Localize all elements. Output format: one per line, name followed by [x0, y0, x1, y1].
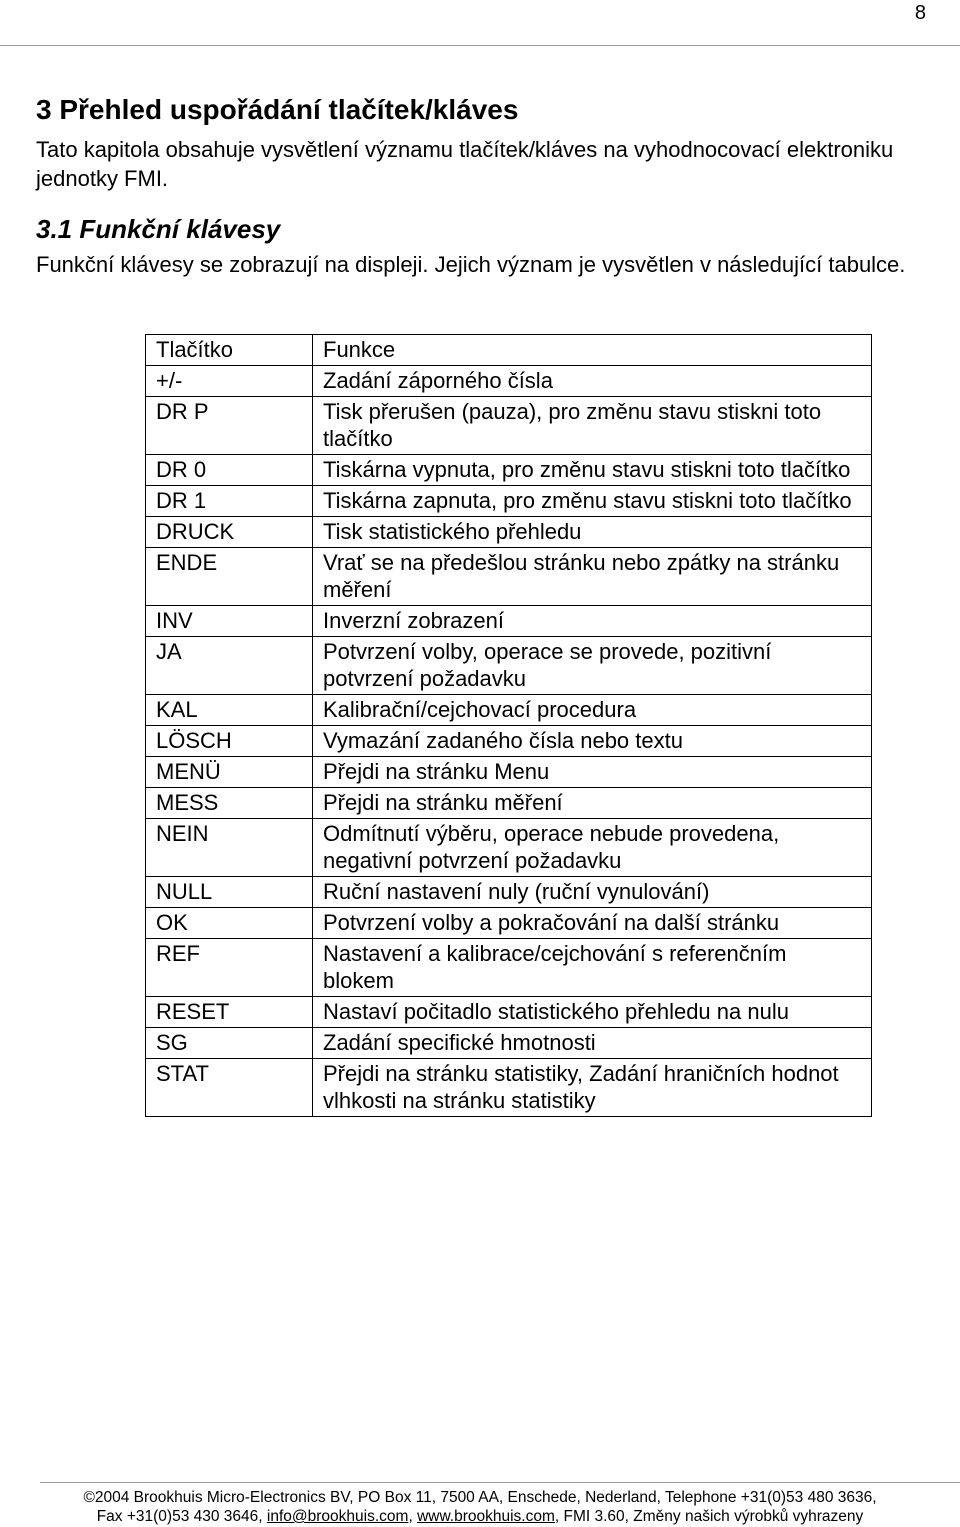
key-function-cell: Tisk statistického přehledu: [313, 517, 872, 548]
table-row: [146, 1059, 872, 1117]
key-function-cell: Zadání specifické hmotnosti: [313, 1028, 872, 1059]
page-number: 8: [914, 2, 926, 24]
footer-fax: Fax +31(0)53 430 3646,: [96, 1508, 267, 1525]
table-row: [146, 939, 872, 997]
subsection-heading: 3.1 Funkční klávesy: [36, 214, 281, 244]
table-row: [146, 455, 872, 486]
function-keys-table-body: [146, 335, 872, 1117]
table-row: [146, 548, 872, 606]
table-header-row: [146, 335, 872, 366]
key-function-cell: Ruční nastavení nuly (ruční vynulování): [313, 877, 872, 908]
table-row: [146, 637, 872, 695]
key-function-cell: Přejdi na stránku Menu: [313, 757, 872, 788]
key-function-cell: Inverzní zobrazení: [313, 606, 872, 637]
key-function-cell: Tisk přerušen (pauza), pro změnu stavu stiskni toto tlačítko: [313, 397, 872, 455]
key-function-cell: Tiskárna zapnuta, pro změnu stavu stiskni toto tlačítko: [313, 486, 872, 517]
key-name-cell: MESS: [146, 788, 313, 819]
key-function-cell: Kalibrační/cejchovací procedura: [313, 695, 872, 726]
footer-line-2: [0, 1507, 960, 1526]
key-name-cell: INV: [146, 606, 313, 637]
key-function-cell: Nastaví počitadlo statistického přehledu na nulu: [313, 997, 872, 1028]
key-name-cell: RESET: [146, 997, 313, 1028]
header-key: Tlačítko: [146, 335, 313, 366]
section-intro: Tato kapitola obsahuje vysvětlení významu tlačítek/kláves na vyhodnocovací elektroniku jednotky FMI.: [36, 137, 894, 191]
table-row: [146, 366, 872, 397]
table-row: [146, 997, 872, 1028]
footer: [0, 1488, 960, 1526]
key-name-cell: JA: [146, 637, 313, 695]
function-keys-table: [145, 334, 872, 1117]
key-function-cell: Přejdi na stránku statistiky, Zadání hraničních hodnot vlhkosti na stránku statistiky: [313, 1059, 872, 1117]
table-row: [146, 517, 872, 548]
table-row: [146, 788, 872, 819]
key-name-cell: KAL: [146, 695, 313, 726]
footer-website-link[interactable]: www.brookhuis.com: [417, 1508, 555, 1525]
key-name-cell: REF: [146, 939, 313, 997]
key-function-cell: Vrať se na předešlou stránku nebo zpátky na stránku měření: [313, 548, 872, 606]
key-name-cell: MENÜ: [146, 757, 313, 788]
table-row: [146, 908, 872, 939]
key-function-cell: Odmítnutí výběru, operace nebude provedena, negativní potvrzení požadavku: [313, 819, 872, 877]
table-row: [146, 397, 872, 455]
footer-divider: [40, 1482, 960, 1483]
key-name-cell: DR 1: [146, 486, 313, 517]
footer-line-1: ©2004 Brookhuis Micro-Electronics BV, PO Box 11, 7500 AA, Enschede, Nederland, Telephone +31(0)53 480 3636,: [83, 1489, 877, 1506]
key-name-cell: SG: [146, 1028, 313, 1059]
key-function-cell: Nastavení a kalibrace/cejchování s referenčním blokem: [313, 939, 872, 997]
key-name-cell: DR P: [146, 397, 313, 455]
header-function: Funkce: [313, 335, 872, 366]
table-row: [146, 726, 872, 757]
table-row: [146, 695, 872, 726]
key-function-cell: Vymazání zadaného čísla nebo textu: [313, 726, 872, 757]
key-name-cell: ENDE: [146, 548, 313, 606]
key-name-cell: DRUCK: [146, 517, 313, 548]
key-function-cell: Přejdi na stránku měření: [313, 788, 872, 819]
section-heading: 3 Přehled uspořádání tlačítek/kláves: [36, 94, 519, 125]
footer-separator: ,: [408, 1508, 418, 1525]
table-row: [146, 486, 872, 517]
key-name-cell: STAT: [146, 1059, 313, 1117]
key-name-cell: LÖSCH: [146, 726, 313, 757]
header-divider: [0, 45, 960, 46]
footer-tail: , FMI 3.60, Změny našich výrobků vyhrazeny: [554, 1508, 864, 1525]
footer-email-link[interactable]: info@brookhuis.com: [266, 1508, 409, 1525]
key-function-cell: Potvrzení volby, operace se provede, pozitivní potvrzení požadavku: [313, 637, 872, 695]
key-name-cell: NULL: [146, 877, 313, 908]
table-row: [146, 819, 872, 877]
key-name-cell: DR 0: [146, 455, 313, 486]
key-name-cell: +/-: [146, 366, 313, 397]
key-function-cell: Potvrzení volby a pokračování na další stránku: [313, 908, 872, 939]
key-function-cell: Tiskárna vypnuta, pro změnu stavu stiskni toto tlačítko: [313, 455, 872, 486]
subsection-intro: Funkční klávesy se zobrazují na displeji. Jejich význam je vysvětlen v následující tabulce.: [36, 252, 906, 277]
table-row: [146, 1028, 872, 1059]
key-name-cell: OK: [146, 908, 313, 939]
table-row: [146, 757, 872, 788]
key-function-cell: Zadání záporného čísla: [313, 366, 872, 397]
table-row: [146, 877, 872, 908]
key-name-cell: NEIN: [146, 819, 313, 877]
table-row: [146, 606, 872, 637]
